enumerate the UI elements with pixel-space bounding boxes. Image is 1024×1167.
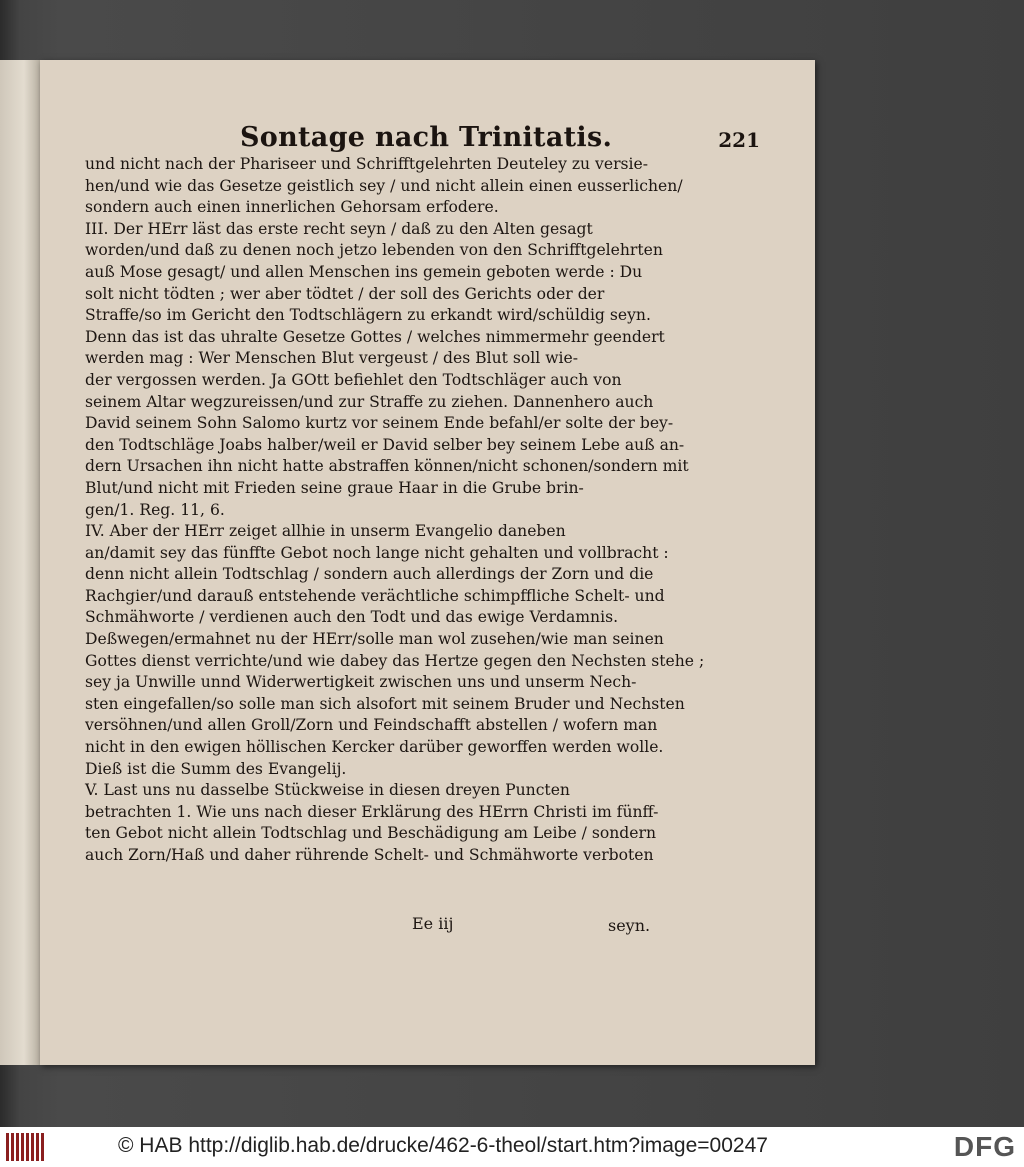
running-title: Sontage nach Trinitatis. [240,122,613,153]
copyright-link[interactable]: © HAB http://diglib.hab.de/drucke/462-6-theol/start.htm?image=00247 [118,1134,768,1157]
text-line: seinem Altar wegzureissen/und zur Straffe zu ziehen. Dannenhero auch [85,392,654,411]
text-line: David seinem Sohn Salomo kurtz vor seinem Ende befahl/er solte der bey- [85,414,674,433]
text-line: Schmähworte / verdienen auch den Todt und das ewige Verdamnis. [85,608,619,627]
text-line: sey ja Unwille unnd Widerwertigkeit zwischen uns und unserm Nech- [85,673,637,692]
page-number: 221 [718,128,760,152]
text-line: III. Der HErr läst das erste recht seyn / daß zu den Alten gesagt [85,219,593,238]
text-line: Blut/und nicht mit Frieden seine graue Haar in die Grube brin- [85,478,584,497]
text-line: ten Gebot nicht allein Todtschlag und Beschädigung am Leibe / sondern [85,824,657,843]
text-line: Denn das ist das uhralte Gesetze Gottes / welches nimmermehr geendert [85,327,665,346]
page-body-text [85,154,705,867]
text-line: und nicht nach der Phariseer und Schrifftgelehrten Deuteley zu versie- [85,155,649,173]
text-line: Dieß ist die Summ des Evangelij. [85,759,347,778]
running-header [240,122,760,156]
text-line: werden mag : Wer Menschen Blut vergeust / des Blut soll wie- [85,349,579,368]
text-line: der vergossen werden. Ja GOtt befiehlet den Todtschläger auch von [85,370,622,389]
text-line: solt nicht tödten ; wer aber tödtet / der soll des Gerichts oder der [85,284,605,303]
text-line: den Todtschläge Joabs halber/weil er David selber bey seinem Lebe auß an- [85,435,685,454]
text-line: worden/und daß zu denen noch jetzo lebenden von den Schrifftgelehrten [85,241,663,260]
text-line: betrachten 1. Wie uns nach dieser Erklärung des HErrn Christi im fünff- [85,802,659,821]
text-line: nicht in den ewigen höllischen Kercker darüber geworffen werden wolle. [85,738,664,757]
hab-barcode-logo-icon[interactable] [6,1133,44,1161]
text-line: sten eingefallen/so solle man sich alsofort mit seinem Bruder und Nechsten [85,694,685,713]
text-line: gen/1. Reg. 11, 6. [85,500,225,519]
viewer-footer-bar [0,1127,1024,1167]
text-line: Straffe/so im Gericht den Todtschlägern zu erkandt wird/schüldig seyn. [85,306,651,325]
text-line: auch Zorn/Haß und daher rührende Schelt- und Schmähworte verboten [85,846,654,864]
text-line: V. Last uns nu dasselbe Stückweise in diesen dreyen Puncten [85,781,570,800]
dfg-logo[interactable]: DFG [953,1131,1016,1162]
text-line: Gottes dienst verrichte/und wie dabey das Hertze gegen den Nechsten stehe ; [85,651,705,670]
text-line: auß Mose gesagt/ und allen Menschen ins gemein geboten werde : Du [85,262,643,281]
text-line: hen/und wie das Gesetze geistlich sey / und nicht allein einen eusserlichen/ [85,176,683,195]
text-line: an/damit sey das fünffte Gebot noch lange nicht gehalten und vollbracht : [85,543,669,562]
text-line: sondern auch einen innerlichen Gehorsam erfodere. [85,198,499,217]
catchword: seyn. [608,916,651,935]
text-line: IV. Aber der HErr zeiget allhie in unserm Evangelio daneben [85,522,566,541]
text-line: denn nicht allein Todtschlag / sondern auch allerdings der Zorn und die [85,565,654,584]
text-line: versöhnen/und allen Groll/Zorn und Feindschafft abstellen / wofern man [85,716,658,735]
book-page [40,60,815,1065]
text-line: Rachgier/und darauß entstehende verächtliche schimpffliche Schelt- und [85,586,665,605]
text-line: dern Ursachen ihn nicht hatte abstraffen können/nicht schonen/sondern mit [85,457,689,476]
text-line: Deßwegen/ermahnet nu der HErr/solle man wol zusehen/wie man seinen [85,630,664,649]
previous-page-edge [0,60,40,1065]
signature-mark: Ee iij [412,914,454,933]
